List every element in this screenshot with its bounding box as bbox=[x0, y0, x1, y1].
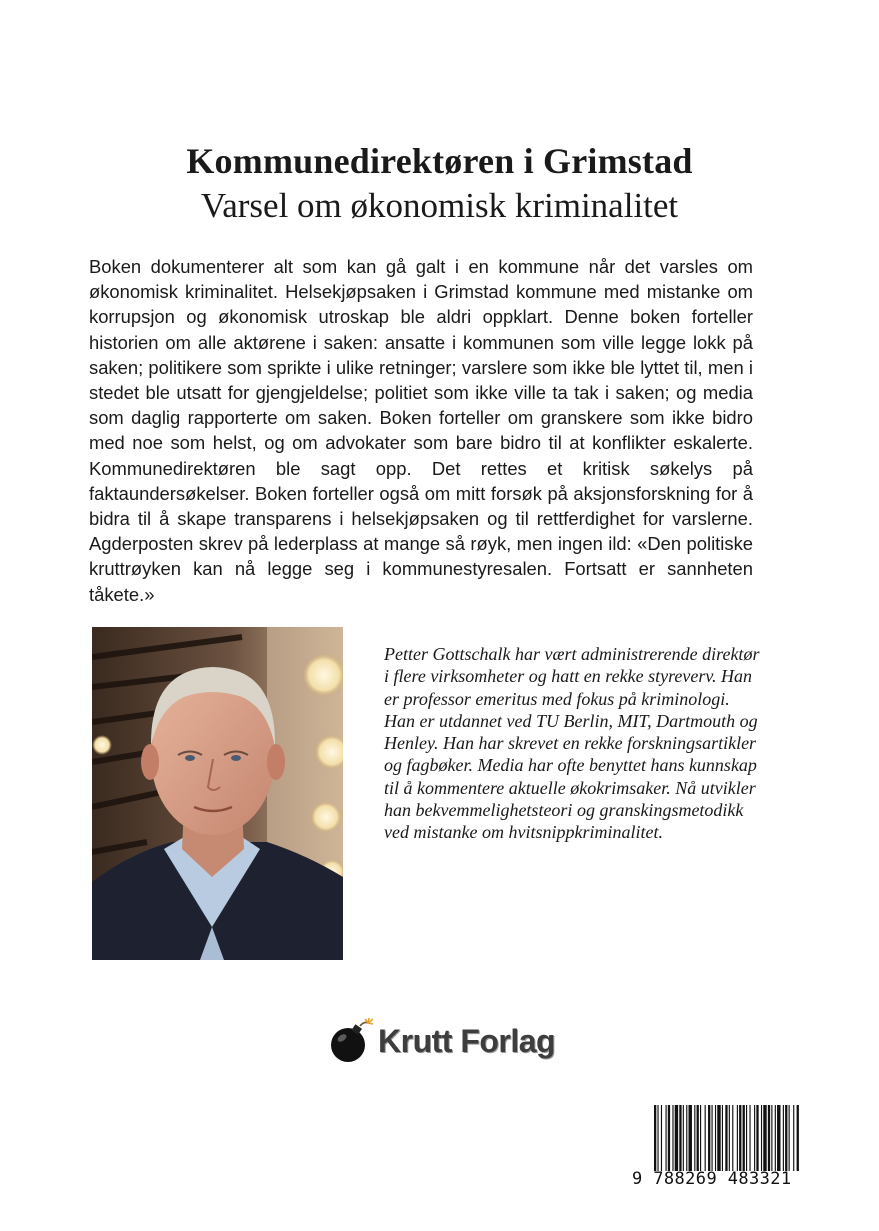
barcode-bar bbox=[722, 1105, 723, 1171]
isbn-number: 9 788269 483321 bbox=[632, 1169, 792, 1189]
barcode-bar bbox=[697, 1105, 699, 1171]
barcode-bar bbox=[700, 1105, 701, 1171]
barcode-bar bbox=[666, 1105, 667, 1171]
barcode-bar bbox=[789, 1105, 790, 1171]
barcode-bar bbox=[694, 1105, 695, 1171]
barcode-bar bbox=[775, 1105, 776, 1171]
barcode-bar bbox=[689, 1105, 692, 1171]
barcode-bar bbox=[737, 1105, 738, 1171]
barcode-bar bbox=[797, 1105, 799, 1171]
barcode-bar bbox=[715, 1105, 716, 1171]
barcode-bar bbox=[657, 1105, 658, 1171]
book-blurb: Boken dokumenterer alt som kan gå galt i en kommune når det varsles om økonomisk kriminalitet. Helsekjøpsaken i Grimstad kommune med mistanke om korrupsjon og økonomisk utroskap ble aldri oppklart. Denne boken forteller historien om alle aktørene i saken: ansatte i kommunen som ville legge lokk på saken; politikere som sprikte i ulike retninger; varslere som ikke ble lyttet til, men i stedet ble utsatt for gjengjeldelse; politiet som ikke ville ta tak i saken; og media som daglig rapporterte om saken. Boken forteller om granskere som ikke bidro med noe som helst, og om advokater som bare bidro til at konflikter eskalerte. Kommunedirektøren ble sagt opp. Det rettes et kritisk søkelys på faktaundersøkelser. Boken forteller også om mitt forsøk på aksjonsforskning for å bidra til å skape transparens i helsekjøpsaken og til rettferdighet for varslerne. Agderposten skrev på lederplass at mange så røyk, men ingen ild: «Den politiske kruttrøyken kan nå legge seg i kommunestyresalen. Fortsatt er sannheten tåkete.» bbox=[89, 256, 753, 605]
barcode-bar bbox=[686, 1105, 687, 1171]
barcode-bar bbox=[668, 1105, 670, 1171]
barcode-bar bbox=[739, 1105, 741, 1171]
barcode-bar bbox=[749, 1105, 750, 1171]
barcode-bar bbox=[729, 1105, 730, 1171]
barcode-bar bbox=[732, 1105, 733, 1171]
barcode-bar bbox=[705, 1105, 706, 1171]
barcode-bar bbox=[746, 1105, 747, 1171]
barcode-bar bbox=[754, 1105, 755, 1171]
barcode-bar bbox=[785, 1105, 787, 1171]
barcode-bar bbox=[654, 1105, 656, 1171]
author-bio: Petter Gottschalk har vært administrerende direktør i flere virksomheter og hatt en rekke styreverv. Han er professor emeritus med fokus på kriminologi. Han er utdannet ved TU Berlin, MIT, Dartmouth og Henley. Han har skrevet en rekke forskningsartikler og fagbøker. Media har ofte benyttet hans kunnskap til å kommentere aktuelle økokrimsaker. Nå utvikler han bekvemmelighetsteori og granskingsmetodikk ved mistanke om hvitsnippkriminalitet. bbox=[384, 644, 760, 843]
author-portrait-illustration bbox=[92, 627, 343, 960]
barcode-bar bbox=[777, 1105, 780, 1171]
barcode-bar bbox=[712, 1105, 713, 1171]
barcode-bar bbox=[763, 1105, 766, 1171]
barcode-bar bbox=[756, 1105, 758, 1171]
barcode-bar bbox=[725, 1105, 727, 1171]
barcode-bar bbox=[672, 1105, 673, 1171]
barcode-bar bbox=[783, 1105, 784, 1171]
barcode-bar bbox=[743, 1105, 745, 1171]
author-photo bbox=[92, 627, 343, 960]
isbn-barcode bbox=[630, 1103, 802, 1191]
barcode-bar bbox=[708, 1105, 710, 1171]
publisher-logo bbox=[328, 1016, 555, 1066]
barcode-bar bbox=[675, 1105, 678, 1171]
book-subtitle: Varsel om økonomisk kriminalitet bbox=[200, 186, 679, 225]
barcode-bars bbox=[654, 1105, 800, 1171]
barcode-bar bbox=[679, 1105, 681, 1171]
book-title: Kommunedirektøren i Grimstad bbox=[186, 141, 693, 181]
barcode-bar bbox=[761, 1105, 762, 1171]
bomb-icon bbox=[328, 1018, 374, 1064]
barcode-bar bbox=[717, 1105, 720, 1171]
barcode-bar bbox=[793, 1105, 794, 1171]
barcode-bar bbox=[771, 1105, 772, 1171]
barcode-bar bbox=[768, 1105, 770, 1171]
cover-title-block bbox=[0, 140, 879, 226]
barcode-bar bbox=[661, 1105, 662, 1171]
publisher-name: Krutt Forlag bbox=[378, 1022, 556, 1059]
barcode-bar bbox=[683, 1105, 684, 1171]
